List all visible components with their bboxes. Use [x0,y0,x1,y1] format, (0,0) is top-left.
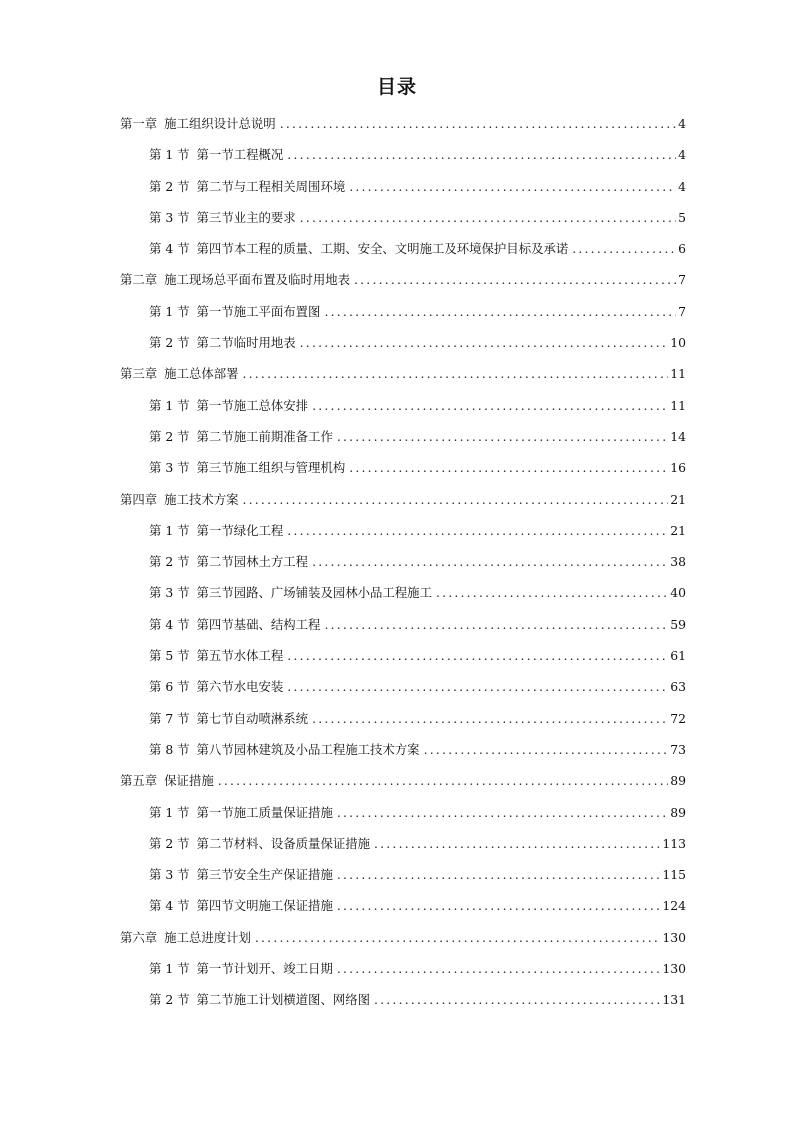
toc-dot-leader [354,264,676,295]
toc-dot-leader [280,108,676,139]
toc-section-entry[interactable] [0,171,794,202]
toc-entry-title: 施工总体部署 [164,366,239,382]
toc-page-number: 59 [670,616,686,632]
toc-section-entry[interactable] [0,609,794,640]
toc-section-entry[interactable] [0,390,794,421]
toc-section-entry[interactable] [0,953,794,984]
toc-entry-number: 第五章 [120,773,158,789]
toc-entry-title: 第二节临时用地表 [196,335,296,351]
toc-dot-leader [436,577,668,608]
toc-dot-leader [337,421,668,452]
toc-entry-number: 第 8 节 [149,741,190,757]
toc-entry-number: 第 3 节 [149,867,190,883]
toc-chapter-entry[interactable] [0,765,794,796]
toc-dot-leader [243,358,669,389]
toc-entry-number: 第 6 节 [149,679,190,695]
toc-section-entry[interactable] [0,577,794,608]
toc-page-number: 4 [678,147,686,163]
toc-entry-number: 第 1 节 [149,961,190,977]
toc-entry-number: 第 1 节 [149,522,190,538]
toc-page-number: 5 [678,209,686,225]
toc-section-entry[interactable] [0,452,794,483]
toc-entry-number: 第 4 节 [149,616,190,632]
toc-page-number: 11 [670,397,686,413]
toc-page-number: 10 [670,335,686,351]
toc-chapter-entry[interactable] [0,264,794,295]
toc-page-number: 113 [662,835,686,851]
toc-dot-leader [424,734,669,765]
toc-entry-title: 第三节安全生产保证措施 [196,867,333,883]
toc-page-number: 89 [670,804,686,820]
toc-section-entry[interactable] [0,890,794,921]
toc-entry-number: 第三章 [120,366,158,382]
toc-entry-title: 第四节文明施工保证措施 [196,898,333,914]
toc-chapter-entry[interactable] [0,922,794,953]
toc-entry-title: 第二节园林土方工程 [196,554,309,570]
toc-dot-leader [287,515,668,546]
toc-entry-number: 第 2 节 [149,835,190,851]
toc-dot-leader [337,797,668,828]
toc-entry-number: 第一章 [120,116,158,131]
toc-entry-number: 第 2 节 [149,428,190,444]
toc-page-number: 130 [662,961,686,977]
toc-page-number: 130 [662,929,686,945]
toc-dot-leader [300,327,669,358]
toc-dot-leader [324,609,668,640]
toc-entry-title: 第四节本工程的质量、工期、安全、文明施工及环境保护目标及承诺 [196,241,569,257]
toc-entry-title: 第二节施工计划横道图、网络图 [196,992,371,1008]
toc-entry-title: 施工总进度计划 [164,929,251,945]
toc-section-entry[interactable] [0,296,794,327]
toc-dot-leader [287,640,668,671]
toc-entry-number: 第 1 节 [149,303,190,319]
toc-page-number: 7 [678,272,686,288]
toc-entry-number: 第 4 节 [149,241,190,257]
toc-entry-title: 第一节施工质量保证措施 [196,804,333,820]
toc-entry-title: 第三节业主的要求 [196,209,296,225]
toc-section-entry[interactable] [0,671,794,702]
toc-entry-title: 第四节基础、结构工程 [196,616,321,632]
toc-dot-leader [287,671,668,702]
toc-dot-leader [374,828,660,859]
table-of-contents [0,108,794,1016]
toc-section-entry[interactable] [0,233,794,264]
toc-dot-leader [312,703,668,734]
toc-section-entry[interactable] [0,640,794,671]
toc-entry-number: 第 5 节 [149,648,190,664]
toc-entry-number: 第 2 节 [149,554,190,570]
toc-entry-title: 第八节园林建筑及小品工程施工技术方案 [196,741,420,757]
toc-entry-title: 第七节自动喷淋系统 [196,710,309,726]
toc-entry-title: 第六节水电安装 [196,679,284,695]
toc-entry-title: 第一节施工总体安排 [196,397,309,413]
toc-section-entry[interactable] [0,797,794,828]
toc-entry-number: 第 3 节 [149,460,190,476]
toc-page-number: 131 [662,992,686,1008]
toc-section-entry[interactable] [0,984,794,1015]
toc-dot-leader [337,953,661,984]
toc-entry-number: 第 2 节 [149,335,190,351]
toc-dot-leader [324,296,676,327]
toc-page-number: 21 [670,522,686,538]
toc-entry-number: 第 2 节 [149,178,190,194]
toc-entry-number: 第四章 [120,491,158,507]
toc-page-number: 6 [678,241,686,257]
toc-entry-number: 第 1 节 [149,397,190,413]
toc-entry-number: 第二章 [120,272,158,288]
toc-section-entry[interactable] [0,703,794,734]
toc-section-entry[interactable] [0,828,794,859]
toc-section-entry[interactable] [0,859,794,890]
toc-page-number: 4 [678,116,686,131]
toc-entry-title: 第一节施工平面布置图 [196,303,321,319]
toc-entry-number: 第六章 [120,929,158,945]
toc-page-number: 16 [670,460,686,476]
toc-dot-leader [300,202,676,233]
toc-entry-title: 第三节园路、广场铺装及园林小品工程施工 [196,585,432,601]
toc-page-number: 14 [670,428,686,444]
toc-page-number: 21 [670,491,686,507]
toc-page-number: 11 [670,366,686,382]
toc-page-number: 115 [662,867,686,883]
toc-entry-title: 第三节施工组织与管理机构 [196,460,346,476]
toc-page-number: 63 [670,679,686,695]
toc-entry-number: 第 4 节 [149,898,190,914]
toc-dot-leader [572,233,676,264]
toc-page-number: 4 [678,178,686,194]
toc-chapter-entry[interactable] [0,108,794,139]
toc-dot-leader [218,765,668,796]
toc-section-entry[interactable] [0,546,794,577]
toc-entry-number: 第 2 节 [149,992,190,1008]
toc-chapter-entry[interactable] [0,484,794,515]
toc-section-entry[interactable] [0,139,794,170]
toc-page-number: 72 [670,710,686,726]
toc-entry-title: 第二节材料、设备质量保证措施 [196,835,371,851]
toc-dot-leader [243,484,669,515]
toc-entry-title: 施工技术方案 [164,491,239,507]
toc-page-number: 89 [670,773,686,789]
toc-dot-leader [374,984,660,1015]
toc-dot-leader [349,452,668,483]
toc-dot-leader [287,139,676,170]
toc-page-number: 40 [670,585,686,601]
toc-entry-number: 第 1 节 [149,804,190,820]
toc-dot-leader [349,171,676,202]
toc-dot-leader [337,859,661,890]
toc-entry-number: 第 3 节 [149,209,190,225]
toc-dot-leader [312,390,668,421]
toc-entry-title: 第五节水体工程 [196,648,284,664]
toc-entry-title: 第一节绿化工程 [196,522,284,538]
toc-entry-title: 保证措施 [164,773,214,789]
toc-page-number: 61 [670,648,686,664]
toc-dot-leader [337,890,661,921]
toc-entry-number: 第 3 节 [149,585,190,601]
toc-section-entry[interactable] [0,734,794,765]
toc-entry-number: 第 1 节 [149,147,190,163]
toc-page-number: 7 [678,303,686,319]
toc-entry-title: 施工组织设计总说明 [164,116,276,131]
toc-section-entry[interactable] [0,202,794,233]
toc-entry-title: 第二节与工程相关周围环境 [196,178,346,194]
toc-page-number: 73 [670,741,686,757]
toc-chapter-entry[interactable] [0,358,794,389]
toc-entry-number: 第 7 节 [149,710,190,726]
toc-dot-leader [255,922,660,953]
toc-entry-title: 第二节施工前期准备工作 [196,428,333,444]
toc-section-entry[interactable] [0,515,794,546]
page-title: 目录 [376,76,417,98]
toc-entry-title: 第一节计划开、竣工日期 [196,961,333,977]
toc-entry-title: 第一节工程概况 [196,147,284,163]
toc-section-entry[interactable] [0,421,794,452]
toc-dot-leader [312,546,668,577]
toc-page-number: 124 [662,898,686,914]
toc-section-entry[interactable] [0,327,794,358]
toc-entry-title: 施工现场总平面布置及临时用地表 [164,272,351,288]
toc-page-number: 38 [670,554,686,570]
